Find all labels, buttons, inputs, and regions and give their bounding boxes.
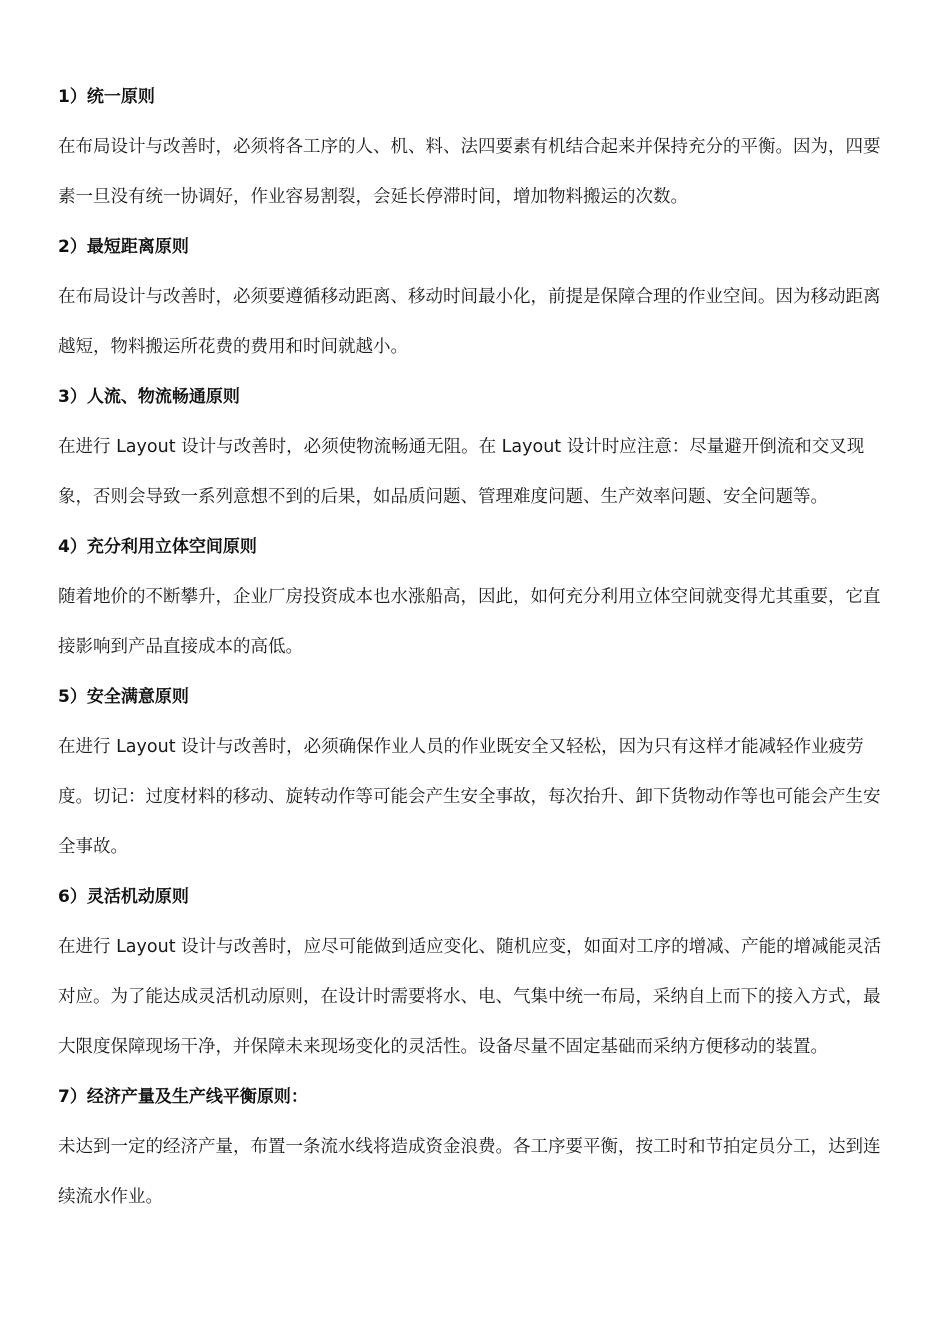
- section-paragraph: 未达到一定的经济产量，布置一条流水线将造成资金浪费。各工序要平衡，按工时和节拍定员分工，达到连续流水作业。: [58, 1137, 881, 1207]
- section-vertical-space-principle: [58, 522, 894, 672]
- section-economic-balance-principle: [58, 1072, 894, 1222]
- section-flexibility-principle: [58, 872, 894, 1072]
- section-paragraph: 在进行 Layout 设计与改善时，必须确保作业人员的作业既安全又轻松，因为只有这样才能减轻作业疲劳度。切记：过度材料的移动、旋转动作等可能会产生安全事故，每次抬升、卸下货物动作等也可能会产生安全事故。: [58, 737, 881, 857]
- document-page: [58, 72, 894, 1222]
- section-heading: 5）安全满意原则: [58, 687, 189, 707]
- section-heading: 3）人流、物流畅通原则: [58, 387, 240, 407]
- section-heading: 1）统一原则: [58, 87, 155, 107]
- section-heading: 6）灵活机动原则: [58, 887, 189, 907]
- section-paragraph: 在进行 Layout 设计与改善时，必须使物流畅通无阻。在 Layout 设计时应注意：尽量避开倒流和交叉现象，否则会导致一系列意想不到的后果，如品质问题、管理难度问题、生产效率问题、安全问题等。: [58, 437, 865, 507]
- section-paragraph: 在布局设计与改善时，必须要遵循移动距离、移动时间最小化，前提是保障合理的作业空间。因为移动距离越短，物料搬运所花费的费用和时间就越小。: [58, 287, 881, 357]
- section-paragraph: 在布局设计与改善时，必须将各工序的人、机、料、法四要素有机结合起来并保持充分的平衡。因为，四要素一旦没有统一协调好，作业容易割裂，会延长停滞时间，增加物料搬运的次数。: [58, 137, 881, 207]
- section-paragraph: 随着地价的不断攀升，企业厂房投资成本也水涨船高，因此，如何充分利用立体空间就变得尤其重要，它直接影响到产品直接成本的高低。: [58, 587, 881, 657]
- section-heading: 7）经济产量及生产线平衡原则：: [58, 1087, 308, 1107]
- section-heading: 4）充分利用立体空间原则: [58, 537, 257, 557]
- section-smooth-flow-principle: [58, 372, 894, 522]
- section-paragraph: 在进行 Layout 设计与改善时，应尽可能做到适应变化、随机应变，如面对工序的增减、产能的增减能灵活对应。为了能达成灵活机动原则，在设计时需要将水、电、气集中统一布局，采纳自上而下的接入方式，最大限度保障现场干净，并保障未来现场变化的灵活性。设备尽量不固定基础而采纳方便移动的装置。: [58, 937, 882, 1057]
- section-safety-principle: [58, 672, 894, 872]
- section-heading: 2）最短距离原则: [58, 237, 189, 257]
- section-unity-principle: [58, 72, 894, 222]
- section-shortest-distance-principle: [58, 222, 894, 372]
